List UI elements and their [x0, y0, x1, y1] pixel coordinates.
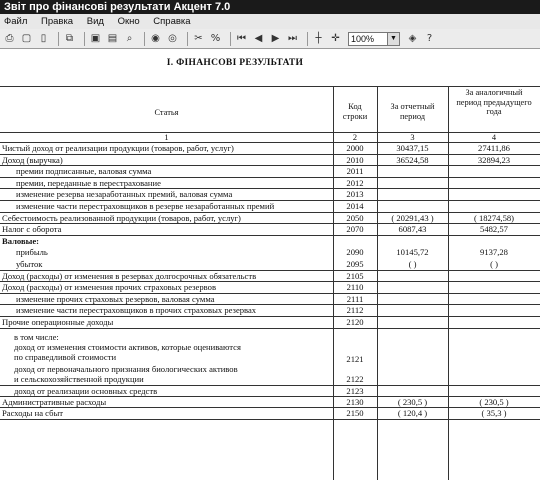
row-label: в том числе: — [14, 331, 59, 342]
row-label: премии, переданные в перестрахование — [16, 177, 161, 188]
row-label: изменение прочих страховых резервов, валовая сумма — [16, 293, 215, 304]
column-header-code: Код строки — [342, 102, 368, 121]
table-rule — [448, 86, 449, 480]
row-code: 2112 — [346, 305, 364, 316]
copy-icon[interactable]: ⧉ — [65, 33, 74, 44]
column-number: 3 — [410, 133, 415, 142]
row-code: 2011 — [346, 166, 364, 177]
row-code: 2120 — [346, 317, 364, 327]
ruler-icon[interactable]: ┼ — [315, 33, 322, 44]
export-icon[interactable]: ▣ — [90, 33, 101, 44]
row-label: Налог с оборота — [2, 224, 62, 235]
row-code: 2110 — [346, 282, 364, 293]
row-code: 2123 — [346, 385, 364, 396]
row-code: 2013 — [346, 189, 364, 200]
column-number: 4 — [491, 133, 497, 142]
row-label: Чистый доход от реализации продукции (товаров, работ, услуг) — [2, 143, 234, 153]
row-label: доход от изменения стоимости активов, которые оцениваются — [14, 341, 241, 352]
row-code: 2150 — [346, 408, 364, 419]
row-code: 2111 — [346, 293, 364, 304]
previous-value: ( 230,5 ) — [479, 396, 509, 407]
row-code: 2121 — [346, 353, 364, 364]
previous-value: ( ) — [490, 259, 498, 269]
row-label: убыток — [16, 259, 43, 269]
row-label: доход от первоначального признания биологических активов — [14, 363, 238, 374]
table-rule — [0, 328, 540, 329]
percent-icon[interactable]: % — [210, 33, 221, 44]
print-preview-icon[interactable]: ▢ — [21, 33, 32, 44]
current-value: ( 230,5 ) — [397, 396, 428, 407]
row-code: 2012 — [346, 177, 364, 188]
zoom-icon[interactable]: ⌕ — [126, 33, 133, 44]
menu-view[interactable]: Вид — [86, 16, 104, 27]
row-label: Доход (расходы) от изменения прочих страховых резервов — [2, 282, 216, 293]
row-label: доход от реализации основных средств — [14, 385, 158, 396]
row-label: премии подписанные, валовая сумма — [16, 166, 152, 177]
table-rule — [377, 86, 378, 480]
current-value: 6087,43 — [398, 224, 427, 235]
row-code: 2000 — [346, 143, 364, 153]
row-code: 2105 — [346, 270, 364, 281]
previous-value: 32894,23 — [477, 154, 511, 165]
previous-value: ( 18274,58) — [473, 212, 515, 223]
row-label: прибыль — [16, 247, 48, 258]
row-label: изменение части перестраховщиков в резерве незаработанных премий — [16, 201, 275, 211]
current-value: 30437,15 — [396, 143, 429, 153]
current-value: ( ) — [408, 259, 417, 269]
find-next-icon[interactable]: ◎ — [168, 33, 177, 44]
chevron-down-icon[interactable]: ▼ — [388, 32, 400, 46]
current-value: 10145,72 — [396, 247, 429, 258]
menu-file[interactable]: Файл — [4, 16, 28, 27]
row-code: 2014 — [346, 201, 364, 211]
table-rule — [0, 419, 540, 420]
row-code: 2130 — [346, 396, 364, 407]
toolbar — [0, 29, 540, 49]
report-heading: I. ФІНАНСОВІ РЕЗУЛЬТАТИ — [166, 58, 304, 68]
table-rule — [0, 235, 540, 236]
help-icon[interactable]: ? — [426, 33, 433, 44]
next-page-icon[interactable]: ▶ — [271, 33, 280, 44]
row-code: 2070 — [346, 224, 364, 235]
toolbar-separator — [84, 32, 85, 46]
prev-page-icon[interactable]: ◀ — [254, 33, 263, 44]
image-icon[interactable]: ▤ — [107, 33, 118, 44]
row-label: Себестоимость реализованной продукции (товаров, работ, услуг) — [2, 212, 241, 223]
print-icon[interactable]: ⎙ — [5, 33, 14, 44]
toolbar-separator — [230, 32, 231, 46]
last-page-icon[interactable]: ⏭ — [288, 33, 297, 44]
current-value: ( 20291,43 ) — [391, 212, 434, 223]
row-label: Доход (расходы) от изменения в резервах долгосрочных обязательств — [2, 270, 257, 281]
zoom-select[interactable]: 100% — [348, 32, 388, 46]
previous-value: ( 35,3 ) — [481, 408, 507, 419]
row-code: 2050 — [346, 212, 364, 223]
row-label: и сельскохозяйственной продукции — [14, 373, 144, 384]
previous-value: 5482,57 — [480, 224, 508, 235]
column-header-current: За отчетный период — [390, 102, 435, 121]
row-label: Расходы на сбыт — [2, 408, 63, 419]
row-code: 2010 — [346, 154, 364, 165]
column-header-article: Статья — [154, 108, 179, 117]
toolbar-separator — [187, 32, 188, 46]
row-label: Валовые: — [2, 235, 40, 246]
column-header-previous: За аналогичный период предыдущего года — [456, 88, 532, 116]
row-label: Прочие операционные доходы — [2, 317, 114, 327]
row-code: 2090 — [346, 247, 364, 258]
current-value: ( 120,4 ) — [397, 408, 428, 419]
report-page — [0, 50, 540, 480]
table-rule — [0, 86, 540, 87]
row-label: изменение резерва незаработанных премий, валовая сумма — [16, 189, 233, 200]
window-title: Звіт про фінансові результати Акцент 7.0 — [0, 0, 540, 14]
row-code: 2122 — [346, 373, 364, 384]
row-label: изменение части перестраховщиков в прочих страховых резервах — [16, 305, 257, 316]
find-icon[interactable]: ◉ — [151, 33, 160, 44]
row-label: по справедливой стоимости — [14, 351, 117, 362]
table-rule — [333, 86, 334, 480]
menu-window[interactable]: Окно — [117, 16, 140, 27]
crosshair-icon[interactable]: ✛ — [331, 33, 340, 44]
row-label: Административные расходы — [2, 396, 107, 407]
row-label: Доход (выручка) — [2, 154, 63, 165]
previous-value: 9137,28 — [480, 247, 508, 258]
toolbar-separator — [307, 32, 308, 46]
column-number: 1 — [164, 133, 169, 142]
menu-bar — [0, 14, 540, 29]
menu-edit[interactable]: Правка — [41, 16, 74, 27]
menu-help[interactable]: Справка — [153, 16, 191, 27]
toolbar-separator — [58, 32, 59, 46]
first-page-icon[interactable]: ⏮ — [237, 33, 246, 44]
row-code: 2095 — [346, 259, 364, 269]
current-value: 36524,58 — [396, 154, 429, 165]
cut-icon[interactable]: ✂ — [194, 33, 203, 44]
page-icon[interactable]: ▯ — [40, 33, 47, 44]
settings-icon[interactable]: ◈ — [408, 33, 417, 44]
toolbar-separator — [144, 32, 145, 46]
column-number: 2 — [352, 133, 358, 142]
previous-value: 27411,86 — [478, 143, 510, 153]
